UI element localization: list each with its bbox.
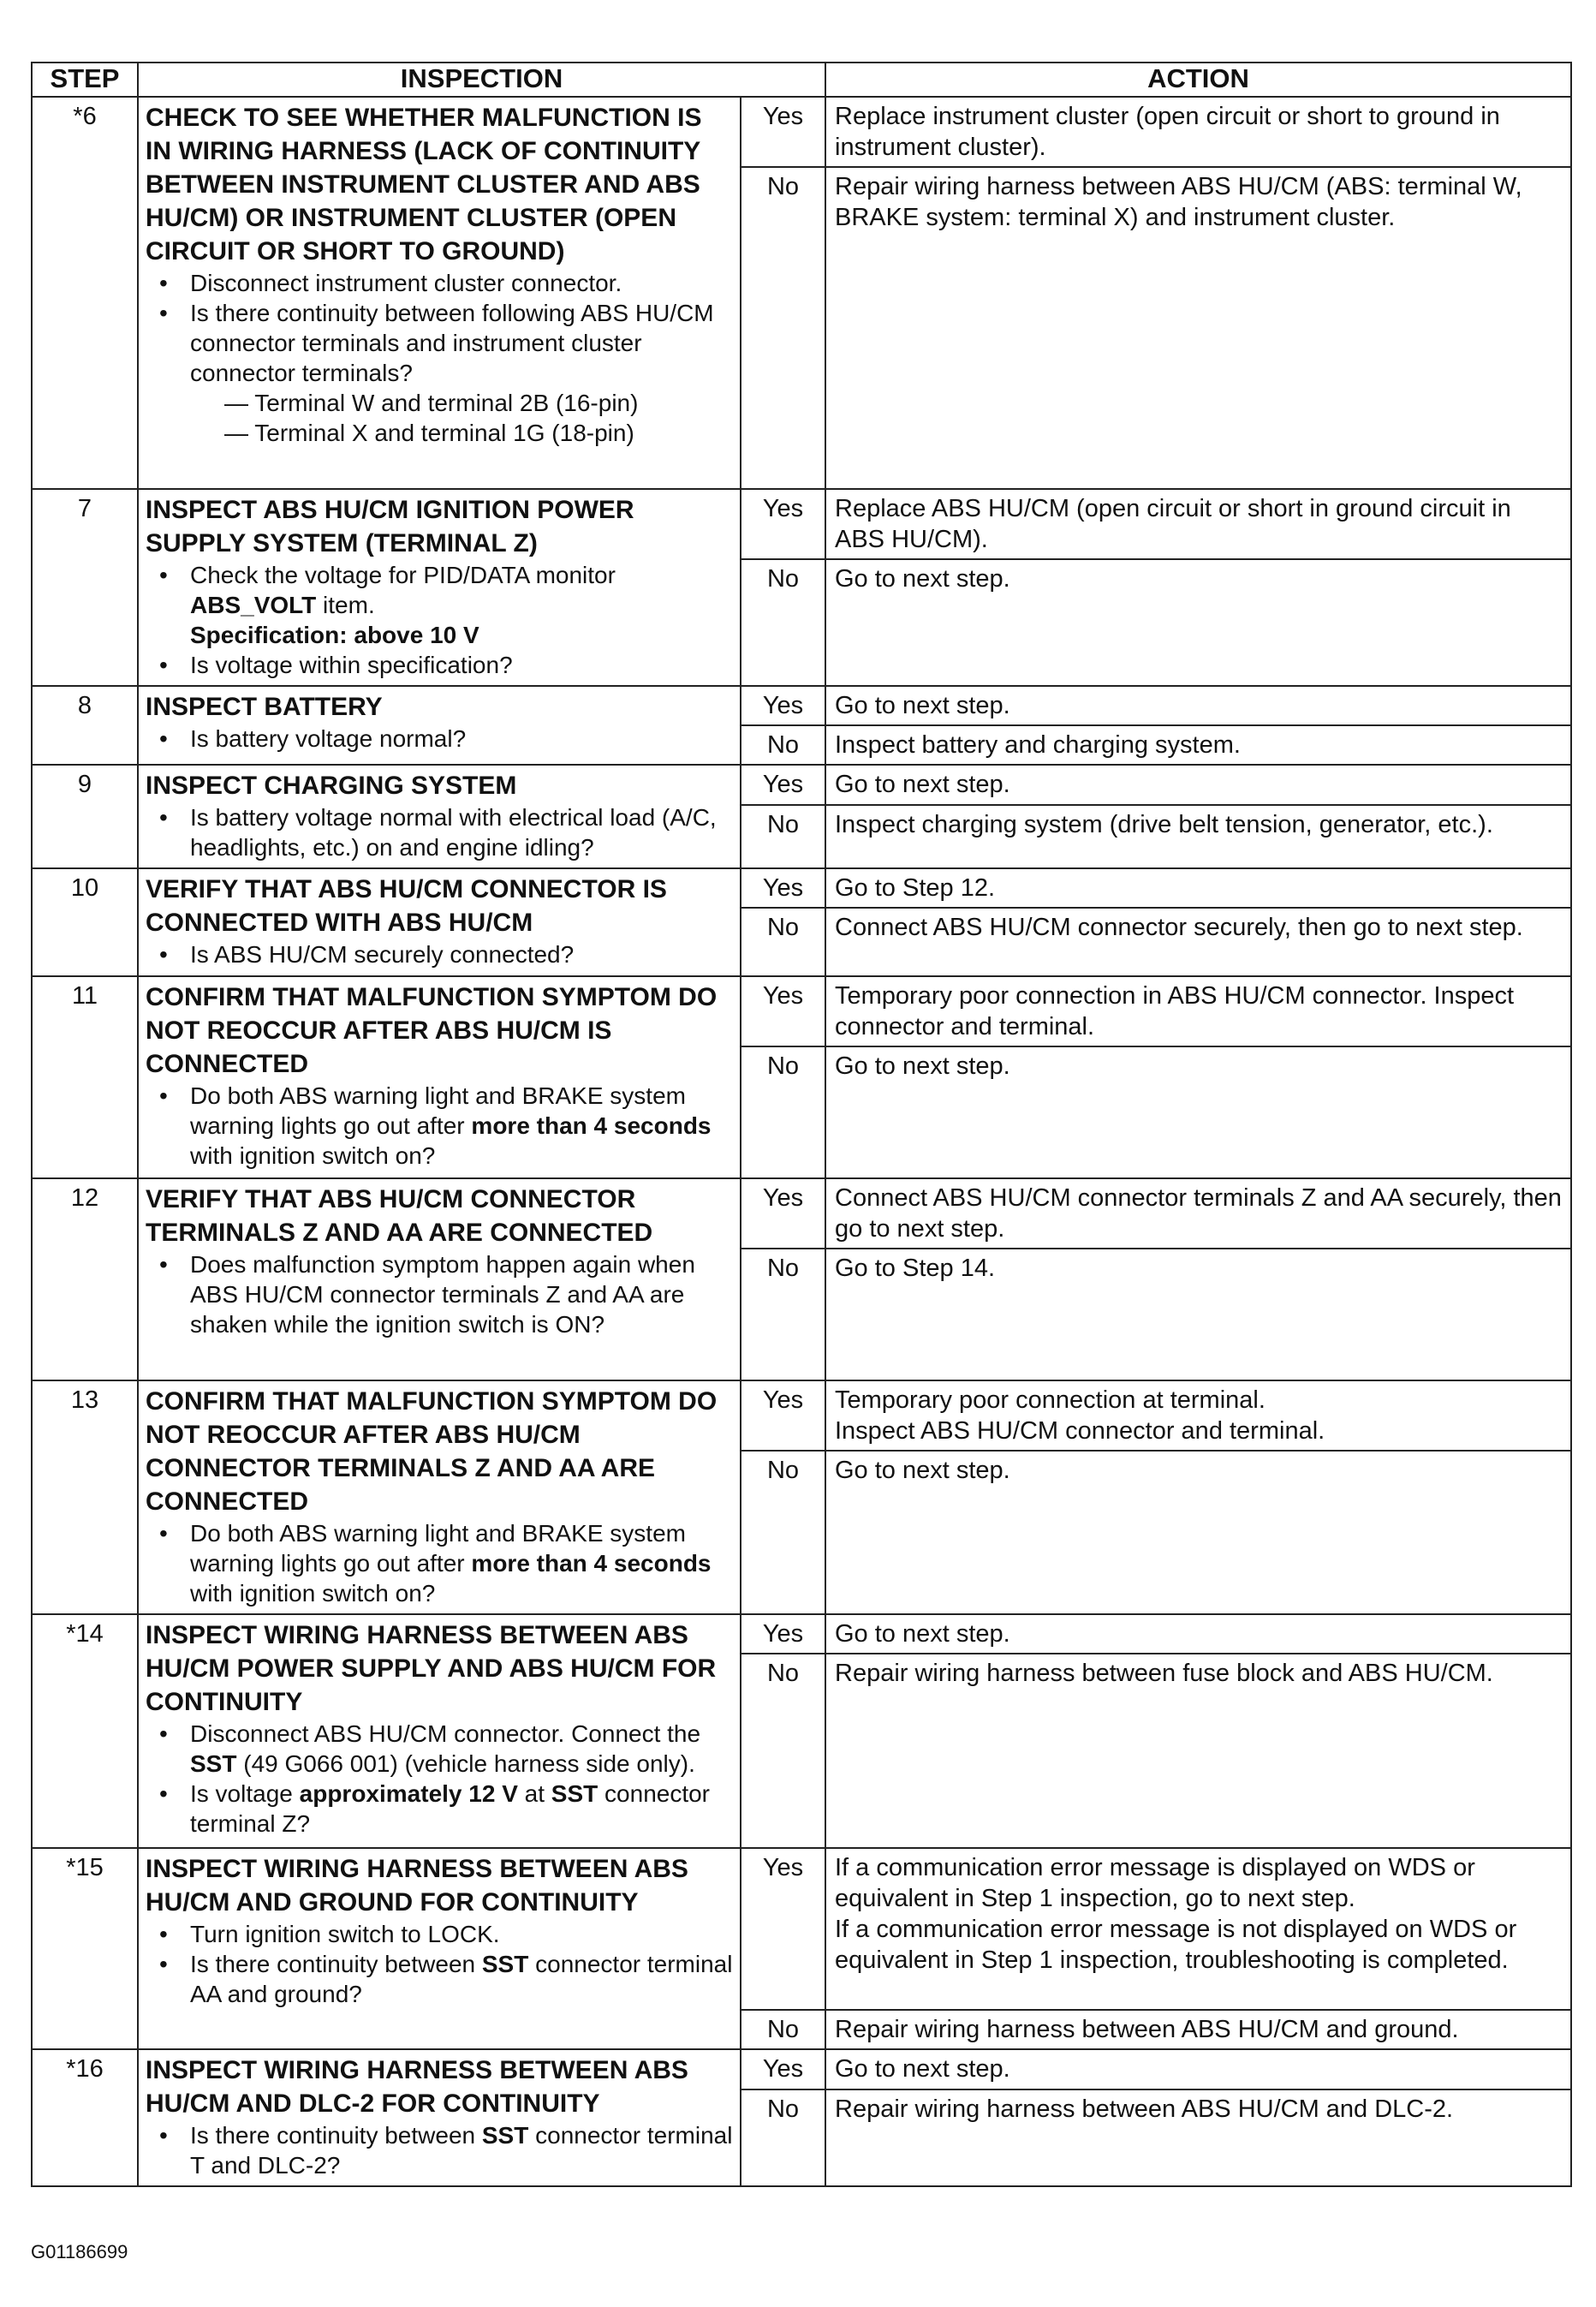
no-action: Repair wiring harness between ABS HU/CM and DLC-2.: [825, 2089, 1571, 2186]
step-number: 11: [32, 976, 138, 1178]
table-row: [32, 1848, 1571, 2010]
step-number: *6: [32, 97, 138, 489]
step-number: 12: [32, 1178, 138, 1380]
inspection-bullet: [158, 1719, 733, 1779]
no-label: No: [741, 167, 825, 489]
step-number: *14: [32, 1614, 138, 1848]
bullet-text: Disconnect ABS HU/CM connector. Connect the: [190, 1720, 701, 1747]
table-row: [32, 976, 1571, 1046]
yes-action: Replace instrument cluster (open circuit or short to ground in instrument cluster).: [825, 97, 1571, 167]
bullet-bold-text: SST: [190, 1750, 237, 1777]
bullet-text: Check the voltage for PID/DATA monitor: [190, 562, 616, 588]
inspection-bullet: [158, 1518, 733, 1608]
inspection-bullet: • Is there continuity between following ABS HU/CM connector terminals and instrument cluster connector terminals?: [158, 298, 733, 388]
table-row: [32, 97, 1571, 167]
bullet-text: Do both ABS warning light and BRAKE system warning lights go out after: [190, 1082, 686, 1139]
inspection-cell: [138, 1380, 741, 1614]
bullet-bold-text: ABS_VOLT: [190, 592, 317, 618]
yes-label: Yes: [741, 1380, 825, 1451]
bullet-text: Do both ABS warning light and BRAKE system warning lights go out after: [190, 1520, 686, 1577]
no-action: Repair wiring harness between fuse block and ABS HU/CM.: [825, 1654, 1571, 1848]
yes-label: Yes: [741, 2049, 825, 2089]
inspection-bullet: [158, 1949, 733, 2009]
yes-action: Go to next step.: [825, 686, 1571, 725]
inspection-cell: [138, 2049, 741, 2186]
yes-action: Go to Step 12.: [825, 868, 1571, 908]
yes-label: Yes: [741, 686, 825, 725]
step-number: 8: [32, 686, 138, 765]
no-action: Go to next step.: [825, 559, 1571, 686]
inspection-cell: [138, 489, 741, 686]
no-label: No: [741, 2010, 825, 2049]
bullet-text: connector terminal T and DLC-2?: [190, 2122, 733, 2179]
no-label: No: [741, 559, 825, 686]
yes-label: Yes: [741, 868, 825, 908]
inspection-cell: [138, 765, 741, 868]
specification: Specification: above 10 V: [190, 622, 479, 648]
no-label: No: [741, 805, 825, 868]
inspection-bullet: • Turn ignition switch to LOCK.: [158, 1919, 733, 1949]
no-action: Repair wiring harness between ABS HU/CM (ABS: terminal W, BRAKE system: terminal X) and instrument cluster.: [825, 167, 1571, 489]
inspection-bullet: [158, 1081, 733, 1171]
inspection-cell: [138, 868, 741, 976]
bullet-text: connector terminal AA and ground?: [190, 1951, 733, 2007]
no-action: Go to next step.: [825, 1451, 1571, 1614]
table-row: [32, 868, 1571, 908]
table-row: [32, 1614, 1571, 1654]
no-action: Go to Step 14.: [825, 1249, 1571, 1380]
inspection-cell: [138, 1178, 741, 1380]
bullet-bold-text: SST: [551, 1780, 598, 1807]
step-number: *15: [32, 1848, 138, 2049]
yes-label: Yes: [741, 765, 825, 805]
table-row: [32, 2049, 1571, 2089]
no-label: No: [741, 1046, 825, 1178]
bullet-text: (49 G066 001) (vehicle harness side only).: [236, 1750, 695, 1777]
bullet-text: with ignition switch on?: [190, 1142, 436, 1169]
sub-item: — Terminal W and terminal 2B (16-pin): [224, 390, 639, 416]
inspection-title: INSPECT WIRING HARNESS BETWEEN ABS HU/CM POWER SUPPLY AND ABS HU/CM FOR CONTINUITY: [146, 1621, 717, 1716]
table-row: [32, 1380, 1571, 1451]
inspection-title: CONFIRM THAT MALFUNCTION SYMPTOM DO NOT REOCCUR AFTER ABS HU/CM CONNECTOR TERMINALS Z AND AA ARE CONNECTED: [146, 1387, 718, 1516]
header-inspection: INSPECTION: [138, 63, 825, 97]
bullet-text: connector terminal Z?: [190, 1780, 711, 1837]
yes-action: Go to next step.: [825, 765, 1571, 805]
inspection-bullet: • Does malfunction symptom happen again when ABS HU/CM connector terminals Z and AA are shaken while the ignition switch is ON?: [158, 1249, 733, 1339]
no-label: No: [741, 1451, 825, 1614]
no-action: Inspect charging system (drive belt tension, generator, etc.).: [825, 805, 1571, 868]
inspection-title: INSPECT ABS HU/CM IGNITION POWER SUPPLY SYSTEM (TERMINAL Z): [146, 496, 634, 557]
header-step: STEP: [32, 63, 138, 97]
no-action: Inspect battery and charging system.: [825, 725, 1571, 765]
inspection-title: CHECK TO SEE WHETHER MALFUNCTION IS IN WIRING HARNESS (LACK OF CONTINUITY BETWEEN INSTRUMENT CLUSTER AND ABS HU/CM) OR INSTRUMENT CLUSTER (OPEN CIRCUIT OR SHORT TO GROUND): [146, 104, 702, 265]
action-line: If a communication error message is not displayed on WDS or equivalent in Step 1 inspection, troubleshooting is completed.: [835, 1916, 1517, 1974]
bullet-text: Is there continuity between: [190, 1951, 482, 1977]
table-row: [32, 489, 1571, 559]
yes-label: Yes: [741, 1178, 825, 1249]
inspection-title: INSPECT WIRING HARNESS BETWEEN ABS HU/CM AND GROUND FOR CONTINUITY: [146, 1855, 688, 1917]
inspection-bullet: • Disconnect instrument cluster connector.: [158, 268, 733, 298]
inspection-cell: [138, 686, 741, 765]
bullet-bold-text: SST: [481, 1951, 529, 1977]
action-line: Inspect ABS HU/CM connector and terminal.: [835, 1417, 1325, 1445]
step-number: *16: [32, 2049, 138, 2186]
yes-action: Replace ABS HU/CM (open circuit or short in ground circuit in ABS HU/CM).: [825, 489, 1571, 559]
bullet-text: at: [517, 1780, 551, 1807]
no-action: Repair wiring harness between ABS HU/CM and ground.: [825, 2010, 1571, 2049]
bullet-text: item.: [316, 592, 375, 618]
step-number: 13: [32, 1380, 138, 1614]
inspection-bullet: [158, 2120, 733, 2180]
action-line: Temporary poor connection at terminal.: [835, 1386, 1265, 1414]
table-row: [32, 1178, 1571, 1249]
no-label: No: [741, 1654, 825, 1848]
bullet-bold-text: more than 4 seconds: [471, 1112, 712, 1139]
yes-label: Yes: [741, 489, 825, 559]
yes-label: Yes: [741, 1848, 825, 2010]
yes-action: Go to next step.: [825, 2049, 1571, 2089]
yes-action: Temporary poor connection in ABS HU/CM connector. Inspect connector and terminal.: [825, 976, 1571, 1046]
bullet-bold-text: SST: [481, 2122, 529, 2149]
no-label: No: [741, 2089, 825, 2186]
inspection-bullet: • Is battery voltage normal?: [158, 724, 733, 754]
inspection-title: INSPECT BATTERY: [146, 693, 383, 721]
step-number: 10: [32, 868, 138, 976]
yes-label: Yes: [741, 97, 825, 167]
yes-label: Yes: [741, 976, 825, 1046]
header-action: ACTION: [825, 63, 1571, 97]
inspection-title: INSPECT CHARGING SYSTEM: [146, 772, 517, 800]
inspection-cell: [138, 976, 741, 1178]
figure-id: G01186699: [31, 2241, 128, 2262]
no-label: No: [741, 1249, 825, 1380]
inspection-title: VERIFY THAT ABS HU/CM CONNECTOR IS CONNECTED WITH ABS HU/CM: [146, 875, 667, 937]
diagnostic-table: [31, 62, 1572, 2187]
yes-action: [825, 1380, 1571, 1451]
no-action: Connect ABS HU/CM connector securely, then go to next step.: [825, 908, 1571, 976]
bullet-bold-text: approximately 12 V: [299, 1780, 518, 1807]
bullet-text: with ignition switch on?: [190, 1580, 436, 1607]
no-label: No: [741, 725, 825, 765]
inspection-title: VERIFY THAT ABS HU/CM CONNECTOR TERMINALS Z AND AA ARE CONNECTED: [146, 1185, 653, 1247]
inspection-bullet: • Is voltage within specification?: [158, 650, 733, 680]
inspection-title: INSPECT WIRING HARNESS BETWEEN ABS HU/CM AND DLC-2 FOR CONTINUITY: [146, 2056, 688, 2118]
yes-label: Yes: [741, 1614, 825, 1654]
yes-action: [825, 1848, 1571, 2010]
bullet-text: Is voltage: [190, 1780, 300, 1807]
table-row: [32, 686, 1571, 725]
inspection-cell: [138, 97, 741, 489]
step-number: 9: [32, 765, 138, 868]
inspection-bullet: • Is ABS HU/CM securely connected?: [158, 939, 733, 969]
table-row: [32, 765, 1571, 805]
step-number: 7: [32, 489, 138, 686]
inspection-bullet: [158, 560, 733, 650]
bullet-bold-text: more than 4 seconds: [471, 1550, 712, 1577]
bullet-text: Is there continuity between: [190, 2122, 482, 2149]
inspection-bullet: • Is battery voltage normal with electrical load (A/C, headlights, etc.) on and engine idling?: [158, 802, 733, 862]
sub-item: — Terminal X and terminal 1G (18-pin): [224, 420, 634, 446]
yes-action: Go to next step.: [825, 1614, 1571, 1654]
inspection-cell: [138, 1848, 741, 2049]
inspection-bullet: [158, 1779, 733, 1839]
header-row: [32, 63, 1571, 97]
no-label: No: [741, 908, 825, 976]
inspection-cell: [138, 1614, 741, 1848]
action-line: If a communication error message is displayed on WDS or equivalent in Step 1 inspection, go to next step.: [835, 1854, 1475, 1912]
inspection-title: CONFIRM THAT MALFUNCTION SYMPTOM DO NOT REOCCUR AFTER ABS HU/CM IS CONNECTED: [146, 983, 718, 1078]
no-action: Go to next step.: [825, 1046, 1571, 1178]
yes-action: Connect ABS HU/CM connector terminals Z and AA securely, then go to next step.: [825, 1178, 1571, 1249]
